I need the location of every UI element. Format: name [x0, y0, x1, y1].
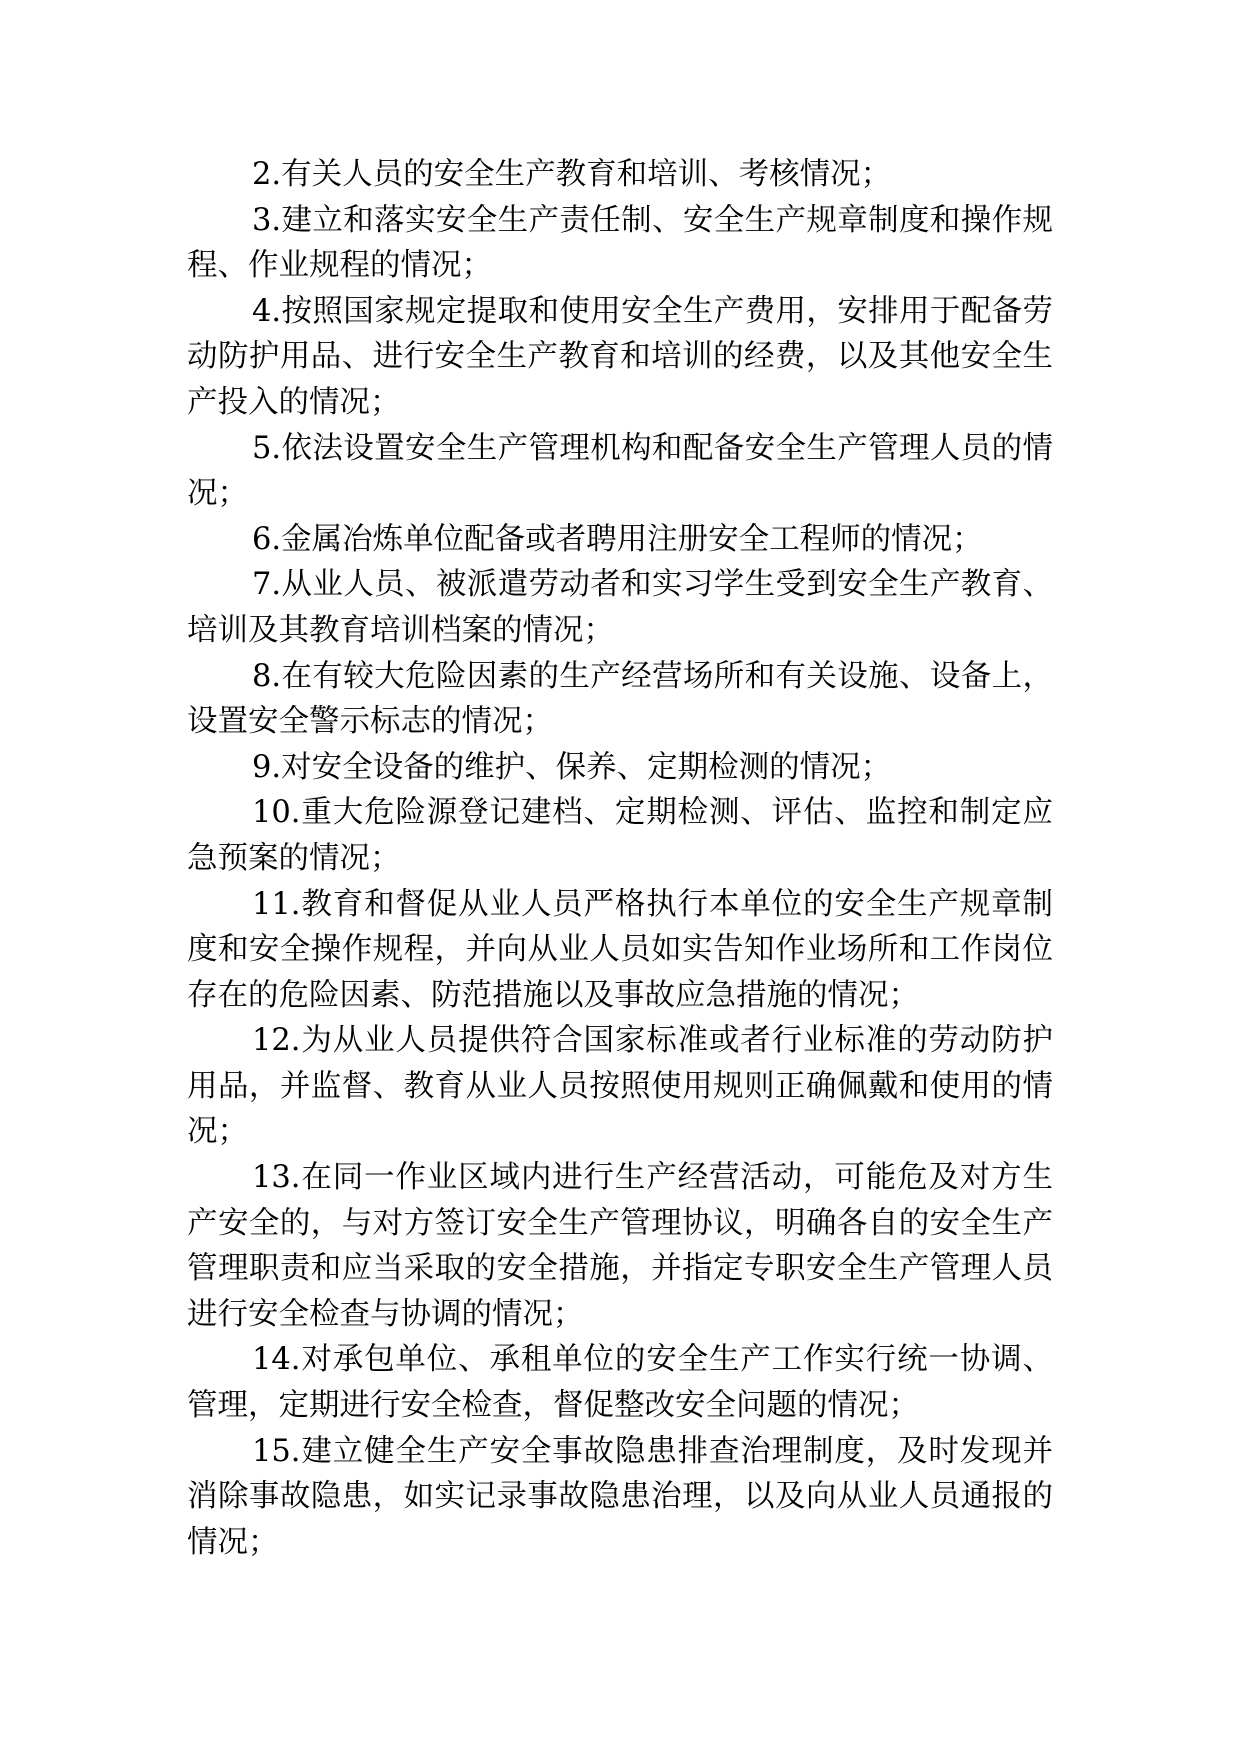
paragraph-item-2: 2.有关人员的安全生产教育和培训、考核情况；: [252, 157, 892, 192]
paragraph-item-15: 15.建立健全生产安全事故隐患排查治理制度，及时发现并消除事故隐患，如实记录事故隐患治理，以及向从业人员通报的情况；: [187, 1433, 1053, 1560]
paragraph-item-8: 8.在有较大危险因素的生产经营场所和有关设施、设备上，设置安全警示标志的情况；: [187, 658, 1053, 740]
paragraph-item-11: 11.教育和督促从业人员严格执行本单位的安全生产规章制度和安全操作规程，并向从业人员如实告知作业场所和工作岗位存在的危险因素、防范措施以及事故应急措施的情况；: [187, 886, 1053, 1013]
paragraph-item-9: 9.对安全设备的维护、保养、定期检测的情况；: [252, 749, 892, 785]
paragraph-item-12: 12.为从业人员提供符合国家标准或者行业标准的劳动防护用品，并监督、教育从业人员按照使用规则正确佩戴和使用的情况；: [187, 1023, 1053, 1150]
document-page: [187, 152, 1053, 1565]
paragraph-item-6: 6.金属冶炼单位配备或者聘用注册安全工程师的情况；: [252, 521, 983, 557]
paragraph-item-14: 14.对承包单位、承租单位的安全生产工作实行统一协调、管理，定期进行安全检查，督促整改安全问题的情况；: [187, 1342, 1053, 1424]
paragraph-item-4: 4.按照国家规定提取和使用安全生产费用，安排用于配备劳动防护用品、进行安全生产教育和培训的经费，以及其他安全生产投入的情况；: [187, 293, 1053, 420]
paragraph-item-5: 5.依法设置安全生产管理机构和配备安全生产管理人员的情况；: [187, 430, 1053, 512]
paragraph-item-10: 10.重大危险源登记建档、定期检测、评估、监控和制定应急预案的情况；: [187, 795, 1053, 876]
paragraph-item-13: 13.在同一作业区域内进行生产经营活动，可能危及对方生产安全的，与对方签订安全生产管理协议，明确各自的安全生产管理职责和应当采取的安全措施，并指定专职安全生产管理人员进行安全检查与协调的情况；: [187, 1160, 1053, 1332]
paragraph-item-3: 3.建立和落实安全生产责任制、安全生产规章制度和操作规程、作业规程的情况；: [187, 202, 1053, 284]
paragraph-item-7: 7.从业人员、被派遣劳动者和实习学生受到安全生产教育、培训及其教育培训档案的情况；: [187, 567, 1053, 648]
